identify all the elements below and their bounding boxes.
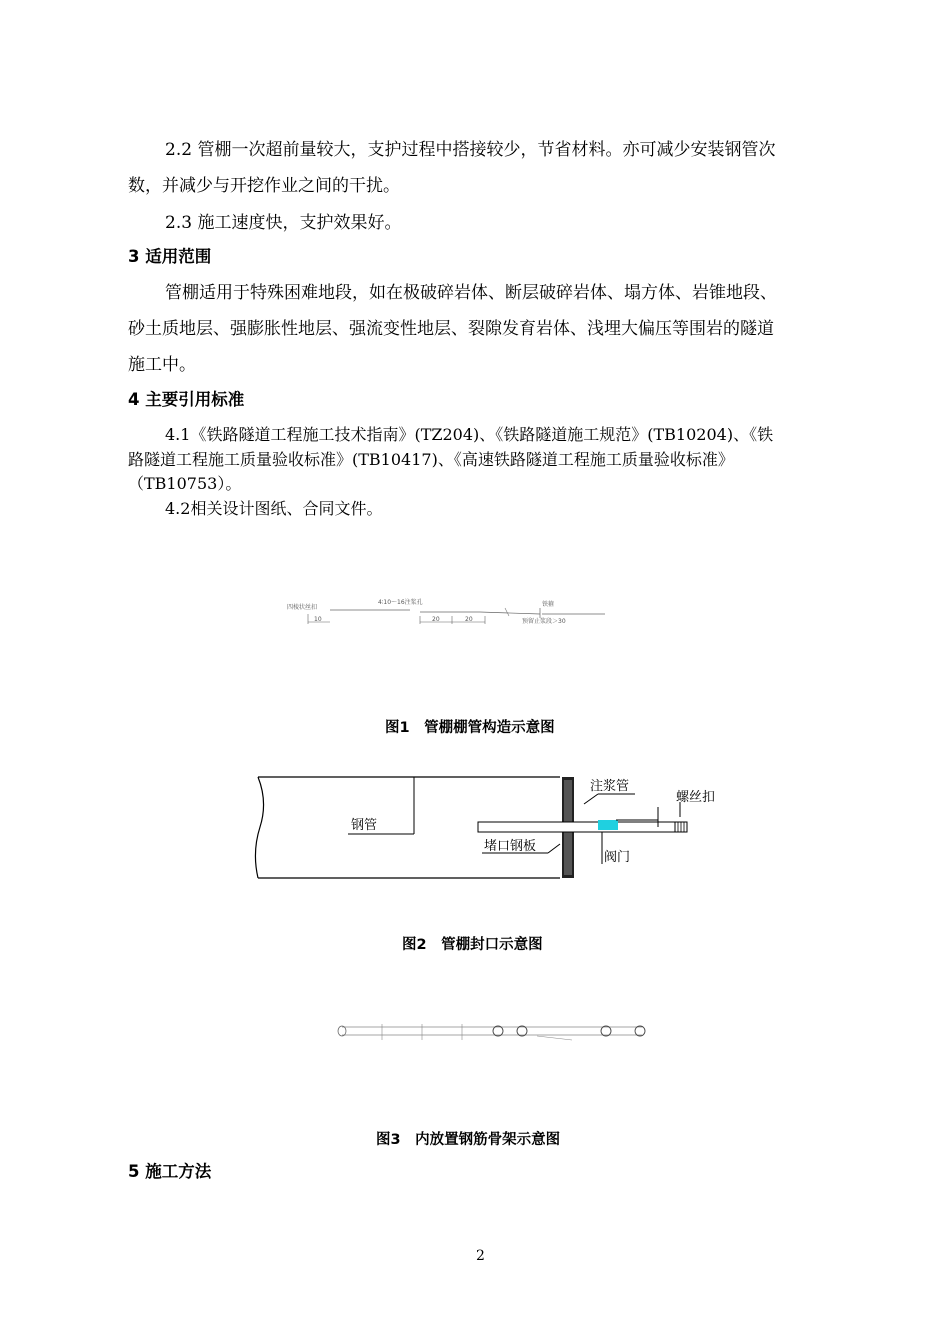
fig1-label-hoop: 铁箍 (542, 601, 555, 608)
section-heading-3: 3 适用范围 (128, 247, 212, 266)
fig1-label-thread: 四棱状丝扣 (287, 604, 318, 611)
fig2-label-plate: 堵口钢板 (484, 839, 537, 854)
paragraph-2-3: 2.3 施工速度快，支护效果好。 (165, 213, 402, 233)
fig2-label-valve: 阀门 (604, 850, 631, 865)
paragraph-2-2-line-1: 2.2 管棚一次超前量较大，支护过程中搭接较少，节省材料。亦可减少安装钢管次 (165, 140, 776, 160)
paragraph-3-line-3: 施工中。 (128, 355, 196, 375)
fig1-label-grout-stop: 预留止浆段＞30 (522, 618, 566, 625)
paragraph-4-1-line-3: （TB10753）。 (128, 474, 242, 493)
fig2-label-steel-pipe: 钢管 (351, 818, 378, 833)
figure-3-skeleton-diagram (332, 1016, 652, 1046)
fig2-label-grout-pipe: 注浆管 (590, 779, 630, 794)
paragraph-2-2-line-2: 数，并减少与开挖作业之间的干扰。 (128, 176, 400, 196)
section-heading-5: 5 施工方法 (128, 1162, 212, 1181)
fig1-dim-20-a: 20 (432, 616, 440, 623)
figure-2-seal-diagram (238, 772, 716, 882)
paragraph-3-line-1: 管棚适用于特殊困难地段，如在极破碎岩体、断层破碎岩体、塌方体、岩锥地段、 (165, 283, 777, 303)
figure-1-caption: 图1 管棚棚管构造示意图 (385, 720, 555, 736)
paragraph-4-2: 4.2相关设计图纸、合同文件。 (165, 499, 383, 518)
paragraph-3-line-2: 砂土质地层、强膨胀性地层、强流变性地层、裂隙发育岩体、浅埋大偏压等围岩的隧道 (128, 319, 774, 339)
fig1-label-holes: 4∶10～16注浆孔 (378, 599, 423, 606)
fig2-label-thread: 螺丝扣 (676, 790, 716, 805)
fig1-dim-20-b: 20 (465, 616, 473, 623)
paragraph-4-1-line-1: 4.1《铁路隧道工程施工技术指南》(TZ204)、《铁路隧道施工规范》(TB10204)、《铁 (165, 425, 774, 444)
section-heading-4: 4 主要引用标准 (128, 390, 245, 409)
valve-highlight (598, 820, 618, 830)
figure-3-caption: 图3 内放置钢筋骨架示意图 (376, 1132, 561, 1148)
figure-1-pipe-diagram (280, 596, 610, 632)
paragraph-4-1-line-2: 路隧道工程施工质量验收标准》(TB10417)、《高速铁路隧道工程施工质量验收标准》 (128, 450, 734, 469)
page-number: 2 (476, 1248, 485, 1264)
fig1-dim-10: 10 (314, 616, 322, 623)
grout-pipe (478, 822, 675, 832)
figure-2-caption: 图2 管棚封口示意图 (402, 937, 543, 953)
tunnel-break-line (255, 777, 263, 878)
